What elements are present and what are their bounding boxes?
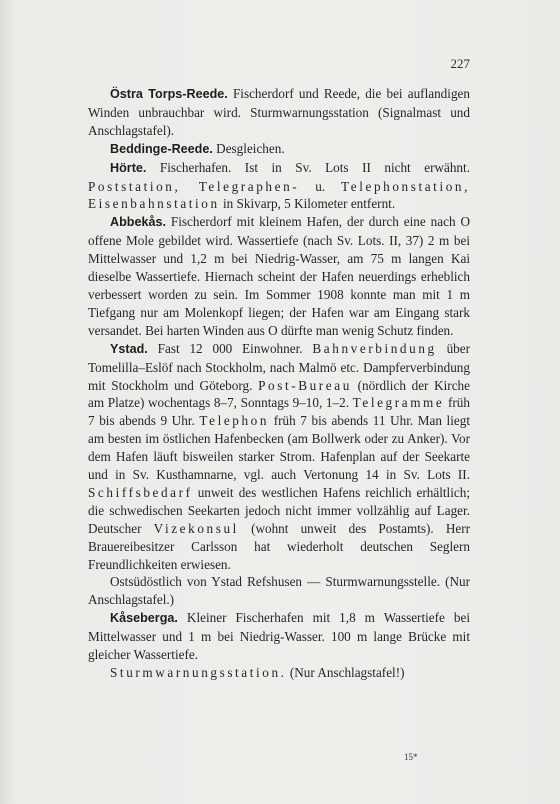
entry-horte: [88, 159, 470, 214]
entry-text: Desgleichen.: [212, 140, 285, 156]
entry-text: früh 7 bis abends 11 Uhr. Man liegt am besten im östlichen Hafenbecken (am Bollwerk oder zu Anker). Vor dem Hafen läuft bisweilen starker Strom. Hafenplan auf der Seekarte und in Sv. Kusthamnarne, vgl. auch Vertonung 14 in Sv. Lots II.: [88, 413, 471, 483]
entry-heading: Östra Torps-Reede.: [110, 87, 228, 101]
entry-text: u.: [299, 178, 342, 194]
entry-text: Fischerdorf und Reede, die bei auflandigen Winden unbrauchbar wird. Sturmwarnungsstation (Signalmast und Anschlagstafel).: [88, 86, 470, 138]
signature-mark: 15*: [404, 752, 418, 762]
page-body-text: [88, 85, 470, 682]
entry-heading: Abbekås.: [110, 215, 166, 230]
spaced-text: Telegramme: [352, 395, 445, 411]
spaced-text: Schiffsbedarf: [88, 484, 193, 500]
entry-text: (wohnt unweit des Postamts). Herr Brauereibesitzer Carlsson hat wiederholt deutschen Seglern Freundlichkeiten erwiesen.: [88, 520, 470, 572]
entry-text: Fast 12 000 Einwohner.: [147, 340, 313, 356]
entry-text: (nördlich der Kirche am Platze) wochentags 8–7, Sonntags 9–10, 1–2.: [88, 377, 470, 411]
entry-text: unweit des westlichen Hafens reichlich erhältlich; die schwedischen Seekarten jedoch nicht immer vollzählig auf Lager. Deutscher: [88, 484, 470, 536]
entry-text: früh 7 bis abends 9 Uhr.: [88, 395, 470, 429]
spaced-text: Sturmwarnungsstation.: [110, 665, 287, 680]
entry-text: Fischerdorf mit kleinem Hafen, der durch eine nach O offene Mole gebildet wird. Wassertiefe (nach Sv. Lots. II, 37) 2 m bei Mittelwasser und 1,2 m bei Niedrig-Wasser, am 75 m langen Kai dieselbe Wassertiefe. Hiernach scheint der Hafen neuerdings erheblich verbessert worden zu sein. Im Sommer 1908 konnte man mit 1 m Tiefgang nur am Molenkopf liegen; der Hafen war am Eingang stark versandet. Bei harten Winden aus O dürfte man wenig Schutz finden.: [88, 214, 470, 338]
spaced-text: Telephon: [199, 413, 270, 429]
spaced-text: Telephonstation, Eisenbahnstation: [88, 178, 470, 212]
spaced-text: Post-Bureau: [258, 377, 352, 393]
entry-text: Kleiner Fischerhafen mit 1,8 m Wassertiefe bei Mittelwasser und 1 m bei Niedrig-Wasser. 100 m lange Brücke mit gleicher Wassertiefe.: [88, 610, 470, 663]
spaced-text: Poststation, Telegraphen-: [88, 178, 300, 194]
entry-sturmwarnungsstation: [88, 664, 470, 682]
entry-heading: Hörte.: [110, 160, 147, 175]
entry-heading: Kåseberga.: [110, 611, 178, 626]
entry-text: Ostsüdöstlich von Ystad Refshusen — Sturmwarnungsstelle. (Nur Anschlagstafel.): [88, 574, 470, 608]
entry-text: in Skivarp, 5 Kilometer entfernt.: [219, 196, 396, 212]
entry-text: (Nur Anschlagstafel!): [286, 665, 405, 680]
entry-beddinge-reede: [88, 140, 470, 159]
entry-refshusen: [88, 573, 470, 609]
entry-ostra-torps-reede: [88, 85, 470, 140]
entry-text: Fischerhafen. Ist in Sv. Lots II nicht erwähnt.: [146, 159, 470, 175]
entry-abbekas: [88, 213, 470, 339]
entry-heading: Beddinge-Reede.: [110, 141, 213, 156]
entry-kaseberga: [88, 609, 470, 664]
entry-text: über Tomelilla–Eslöf nach Stockholm, nach Malmö etc. Dampferverbindung mit Stockholm und Göteborg.: [88, 340, 470, 393]
page-number: 227: [450, 56, 470, 71]
entry-ystad: [88, 340, 470, 574]
spaced-text: Bahnverbindung: [312, 340, 437, 356]
entry-heading: Ystad.: [110, 341, 148, 356]
spaced-text: Vizekonsul: [153, 520, 239, 536]
